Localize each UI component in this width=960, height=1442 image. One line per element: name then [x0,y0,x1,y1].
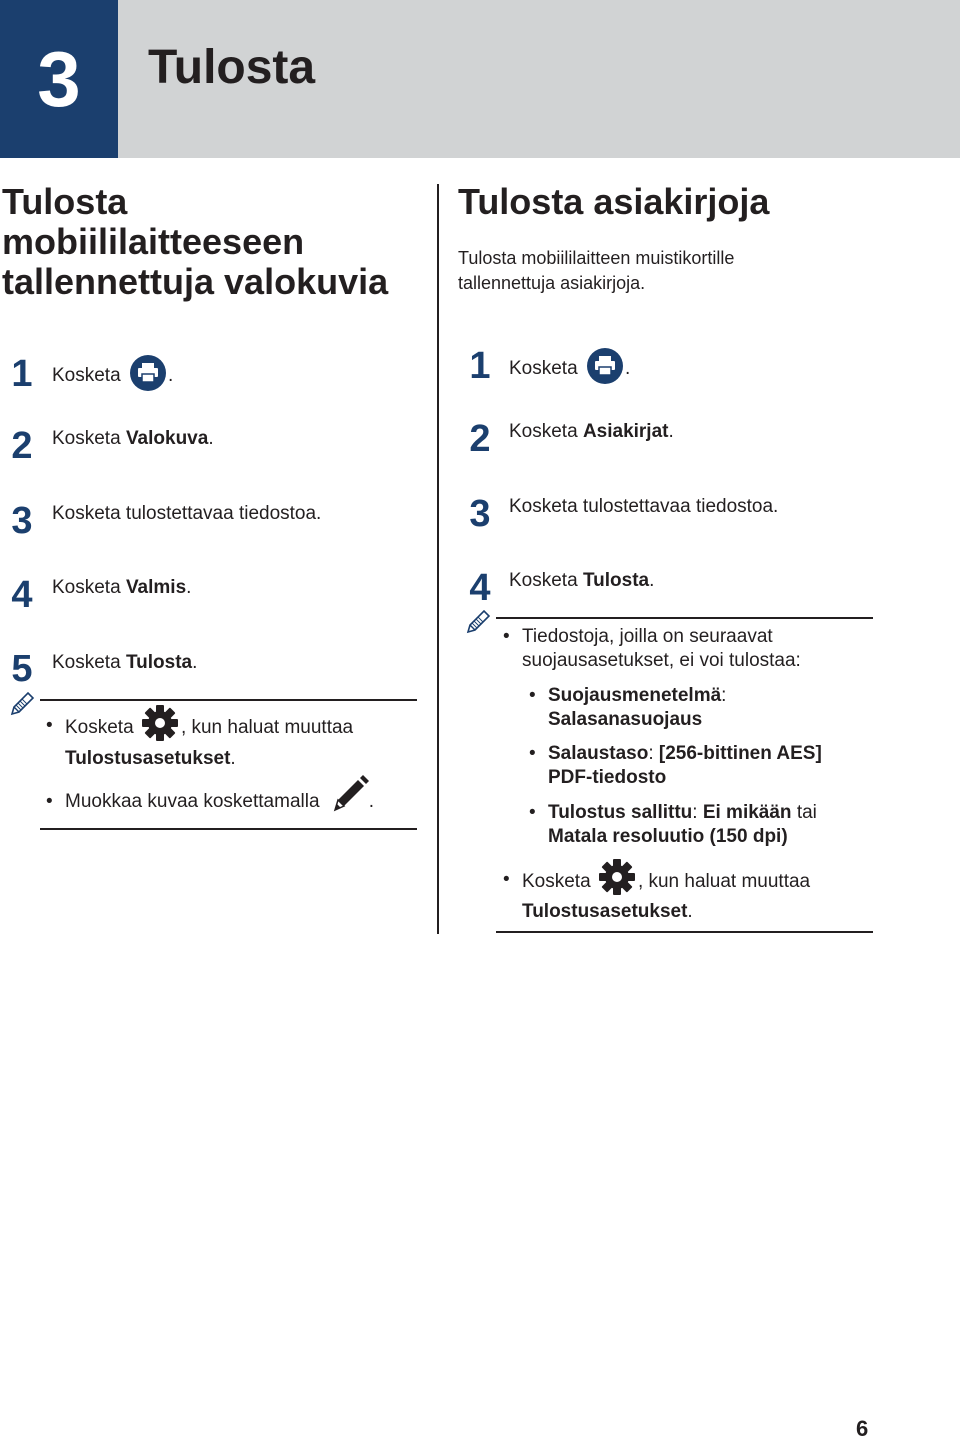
note-subitem: Salaustaso: [256-bittinen AES] PDF-tiedosto [548,743,822,788]
gear-icon [141,704,179,742]
note-item-edit: Muokkaa kuvaa koskettamalla . [65,790,374,814]
chapter-number: 3 [0,0,118,158]
page-number: 6 [856,1416,869,1441]
section-description: Tulosta mobiililaitteen muistikortille tallennettuja asiakirjoja. [458,248,735,293]
note-item-settings: Kosketa , kun haluat muuttaa [65,714,353,742]
pencil-icon [329,773,369,813]
step-text: Kosketa Tulosta. [52,652,198,673]
step-number: 2 [469,418,491,460]
note-rule-bottom [496,931,873,933]
bullet: • [503,869,510,890]
printer-icon [130,355,166,391]
note-item-settings-line2: Tulostusasetukset. [65,748,236,769]
step-number: 3 [11,500,33,542]
step-number: 4 [11,574,33,616]
bullet: • [46,791,53,812]
bullet: • [529,685,536,706]
chapter-title: Tulosta [148,41,316,94]
header-bar [0,0,960,158]
step-number: 1 [11,353,33,395]
step-text: Kosketa Valokuva. [52,428,214,449]
note-pencil-icon [8,690,36,718]
step-number: 3 [469,493,491,535]
step-text: Kosketa Valmis. [52,577,192,598]
section-title-documents: Tulosta asiakirjoja [458,181,770,222]
step-text: Kosketa tulostettavaa tiedostoa. [509,496,779,517]
note-rule-top [496,617,873,619]
note-item-settings-line2: Tulostusasetukset. [522,901,693,922]
note-rule-bottom [40,828,417,830]
step-text: Kosketa tulostettavaa tiedostoa. [52,503,322,524]
note-pencil-icon [464,608,492,636]
section-title-photos: Tulosta mobiililaitteeseen tallennettuja valokuvia [2,181,389,302]
note-subitem: Tulostus sallittu: Ei mikään tai Matala resoluutio (150 dpi) [548,802,817,847]
gear-icon [598,858,636,896]
step-text: Kosketa Asiakirjat. [509,421,674,442]
note-rule-top [40,699,417,701]
printer-icon [587,348,623,384]
bullet: • [46,715,53,736]
note-item-restrictions: Tiedostoja, joilla on seuraavat suojausasetukset, ei voi tulostaa: [522,626,801,671]
step-number: 2 [11,425,33,467]
step-text: Kosketa . [509,354,630,384]
bullet: • [503,626,510,647]
bullet: • [529,802,536,823]
step-number: 4 [469,567,491,609]
step-number: 1 [469,345,491,387]
step-number: 5 [11,648,33,690]
bullet: • [529,743,536,764]
note-item-settings: Kosketa , kun haluat muuttaa [522,868,810,896]
step-text: Kosketa . [52,361,173,391]
note-subitem: Suojausmenetelmä: Salasanasuojaus [548,685,727,730]
step-text: Kosketa Tulosta. [509,570,655,591]
column-divider [437,184,439,934]
